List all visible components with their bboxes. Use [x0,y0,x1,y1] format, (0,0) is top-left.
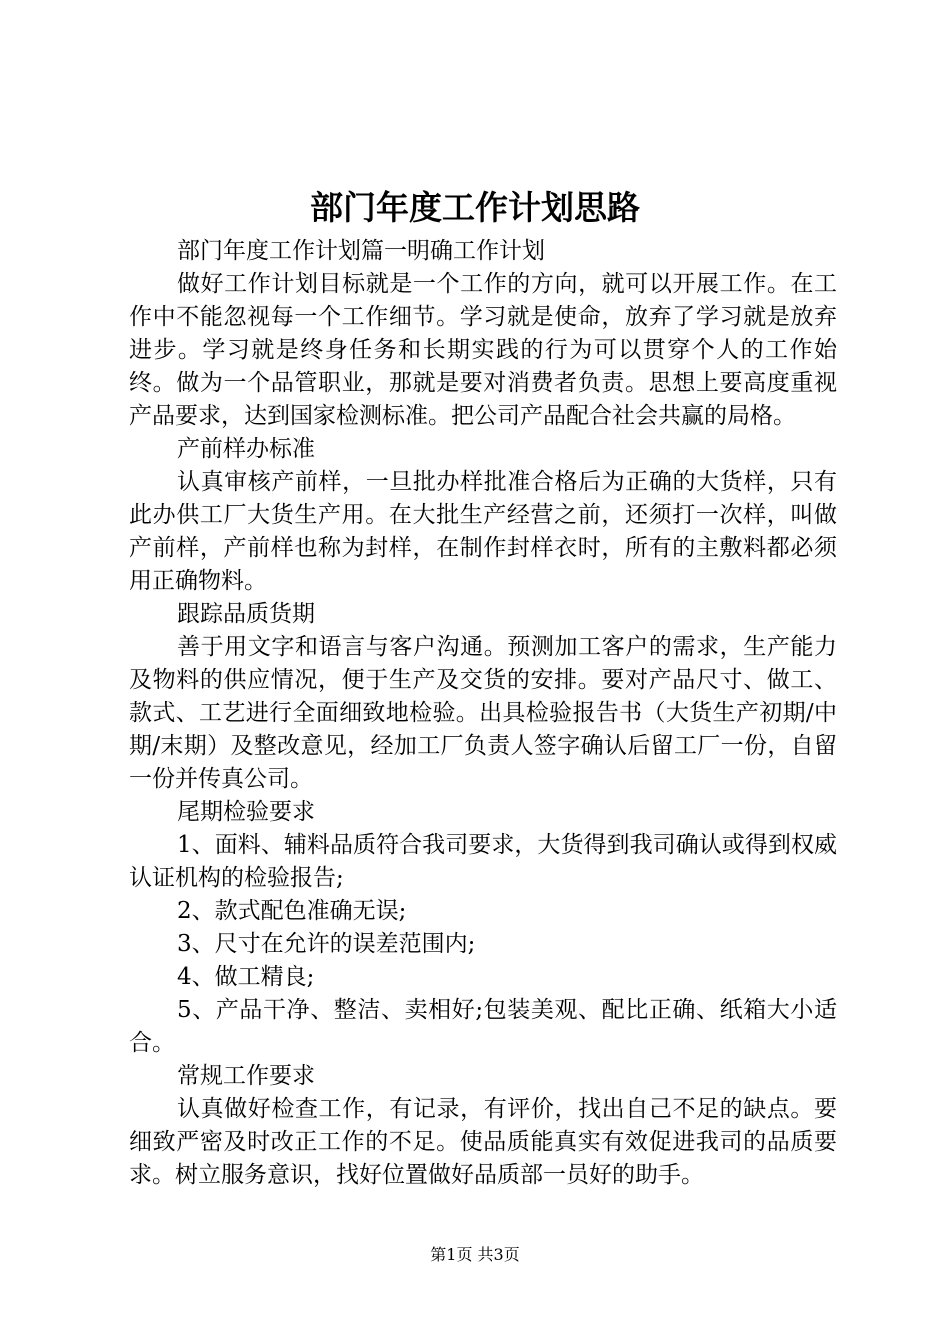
document-body [129,235,837,1192]
list-item: 4、做工精良; [177,964,315,990]
section-heading: 产前样办标准 [177,436,315,462]
list-item: 2、款式配色准确无误; [177,898,407,924]
paragraph: 认真做好检查工作，有记录，有评价，找出自己不足的缺点。要细致严密及时改正工作的不足。使品质能真实有效促进我司的品质要求。树立服务意识，找好位置做好品质部一员好的助手。 [129,1096,837,1188]
list-item: 1、面料、辅料品质符合我司要求，大货得到我司确认或得到权威认证机构的检验报告; [129,832,837,891]
section-heading: 部门年度工作计划篇一明确工作计划 [177,238,545,264]
section-heading: 跟踪品质货期 [177,601,315,627]
page-footer: 第1页 共3页 [430,1245,520,1264]
section-heading: 常规工作要求 [177,1063,315,1089]
section-heading: 尾期检验要求 [177,799,315,825]
document-title: 部门年度工作计划思路 [310,188,640,227]
paragraph: 做好工作计划目标就是一个工作的方向，就可以开展工作。在工作中不能忽视每一个工作细节。学习就是使命，放弃了学习就是放弃进步。学习就是终身任务和长期实践的行为可以贯穿个人的工作始终。做为一个品管职业，那就是要对消费者负责。思想上要高度重视产品要求，达到国家检测标准。把公司产品配合社会共赢的局格。 [129,271,837,429]
paragraph: 善于用文字和语言与客户沟通。预测加工客户的需求，生产能力及物料的供应情况，便于生产及交货的安排。要对产品尺寸、做工、款式、工艺进行全面细致地检验。出具检验报告书（大货生产初期/中期/末期）及整改意见，经加工厂负责人签字确认后留工厂一份，自留一份并传真公司。 [129,634,837,792]
list-item: 5、产品干净、整洁、卖相好;包装美观、配比正确、纸箱大小适合。 [129,997,837,1056]
paragraph: 认真审核产前样，一旦批办样批准合格后为正确的大货样，只有此办供工厂大货生产用。在大批生产经营之前，还须打一次样，叫做产前样，产前样也称为封样，在制作封样衣时，所有的主敷料都必须用正确物料。 [129,469,837,594]
list-item: 3、尺寸在允许的误差范围内; [177,931,476,957]
